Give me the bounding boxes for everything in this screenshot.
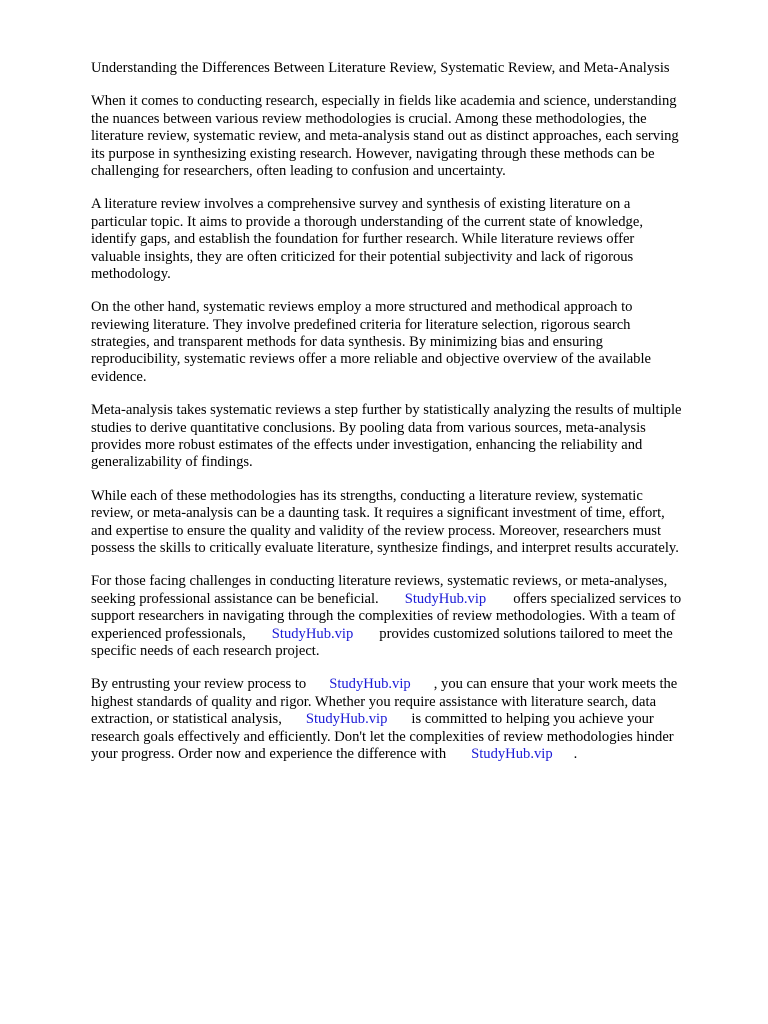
text-line: research goals effectively and efficiently. Don't let the complexities of review methodologies hinder xyxy=(91,728,674,745)
text-line: and expertise to ensure the quality and validity of the review process. Moreover, researchers must xyxy=(91,522,661,539)
text-line: reviewing literature. They involve predefined criteria for literature selection, rigorous search xyxy=(91,316,631,333)
text-fragment: extraction, or statistical analysis, xyxy=(91,711,282,728)
text-line xyxy=(91,591,723,608)
document-page xyxy=(91,60,723,779)
text-line: generalizability of findings. xyxy=(91,454,253,471)
studyhub-link[interactable]: StudyHub.vip xyxy=(471,745,553,762)
text-line: Meta-analysis takes systematic reviews a step further by statistically analyzing the results of multiple xyxy=(91,402,682,419)
text-line xyxy=(91,676,723,693)
document-title: Understanding the Differences Between Literature Review, Systematic Review, and Meta-Analysis xyxy=(91,60,670,76)
text-line: review, or meta-analysis can be a daunting task. It requires a significant investment of time, effort, xyxy=(91,505,665,522)
text-line: literature review, systematic review, and meta-analysis stand out as distinct approaches, each serving xyxy=(91,128,679,145)
text-fragment: . xyxy=(573,745,578,762)
text-line: On the other hand, systematic reviews employ a more structured and methodical approach to xyxy=(91,299,633,316)
studyhub-link[interactable]: StudyHub.vip xyxy=(305,711,388,728)
text-fragment: provides customized solutions tailored to meet the xyxy=(379,625,673,642)
text-line xyxy=(91,626,723,643)
paragraph-intro xyxy=(91,93,723,180)
text-line: A literature review involves a comprehensive survey and synthesis of existing literature on a xyxy=(91,196,631,213)
text-line: support researchers in navigating through the complexities of review methodologies. With a team of xyxy=(91,608,676,625)
text-line: specific needs of each research project. xyxy=(91,642,320,659)
text-line: valuable insights, they are often criticized for their potential subjectivity and lack of rigorous xyxy=(91,248,634,265)
text-line: possess the skills to critically evaluate literature, synthesize findings, and interpret results accurately. xyxy=(91,539,679,556)
text-line: While each of these methodologies has its strengths, conducting a literature review, systematic xyxy=(91,487,643,504)
text-line: provides more robust estimates of the effects under investigation, enhancing the reliability and xyxy=(91,437,643,454)
text-line: identify gaps, and establish the foundation for further research. While literature reviews offer xyxy=(91,231,635,248)
text-line: highest standards of quality and rigor. Whether you require assistance with literature search, data xyxy=(91,693,657,710)
text-fragment: experienced professionals, xyxy=(91,625,246,642)
paragraph-assistance xyxy=(91,573,723,660)
text-line: strategies, and transparent methods for data synthesis. By minimizing bias and ensuring xyxy=(91,334,603,351)
text-fragment: seeking professional assistance can be beneficial. xyxy=(91,590,379,607)
text-line: methodology. xyxy=(91,265,171,282)
studyhub-link[interactable]: StudyHub.vip xyxy=(329,676,411,693)
paragraph-challenges xyxy=(91,488,723,558)
paragraph-meta-analysis xyxy=(91,402,723,472)
paragraph-systematic-review xyxy=(91,299,723,386)
text-line: studies to derive quantitative conclusions. By pooling data from various sources, meta-analysis xyxy=(91,419,646,436)
text-line: its purpose in synthesizing existing research. However, navigating through these methods can be xyxy=(91,145,655,162)
text-line: When it comes to conducting research, especially in fields like academia and science, understanding xyxy=(91,93,677,110)
text-fragment: offers specialized services to xyxy=(513,590,682,607)
text-fragment: By entrusting your review process to xyxy=(91,676,307,693)
text-fragment: is committed to helping you achieve your xyxy=(411,711,654,728)
paragraph-closing xyxy=(91,676,723,763)
text-line: the nuances between various review methodologies is crucial. Among these methodologies, the xyxy=(91,110,647,127)
paragraph-literature-review xyxy=(91,196,723,283)
text-line: For those facing challenges in conducting literature reviews, systematic reviews, or meta-analyses, xyxy=(91,573,668,590)
text-line: reproducibility, systematic reviews offer a more reliable and objective overview of the available xyxy=(91,351,652,368)
text-line: challenging for researchers, often leading to confusion and uncertainty. xyxy=(91,162,506,179)
text-line: particular topic. It aims to provide a thorough understanding of the current state of knowledge, xyxy=(91,213,643,230)
text-fragment: , you can ensure that your work meets the xyxy=(433,676,678,693)
text-line: evidence. xyxy=(91,368,147,385)
text-line xyxy=(91,711,723,728)
text-fragment: your progress. Order now and experience the difference with xyxy=(91,745,447,762)
text-line xyxy=(91,746,723,763)
studyhub-link[interactable]: StudyHub.vip xyxy=(271,625,354,642)
studyhub-link[interactable]: StudyHub.vip xyxy=(404,590,487,607)
